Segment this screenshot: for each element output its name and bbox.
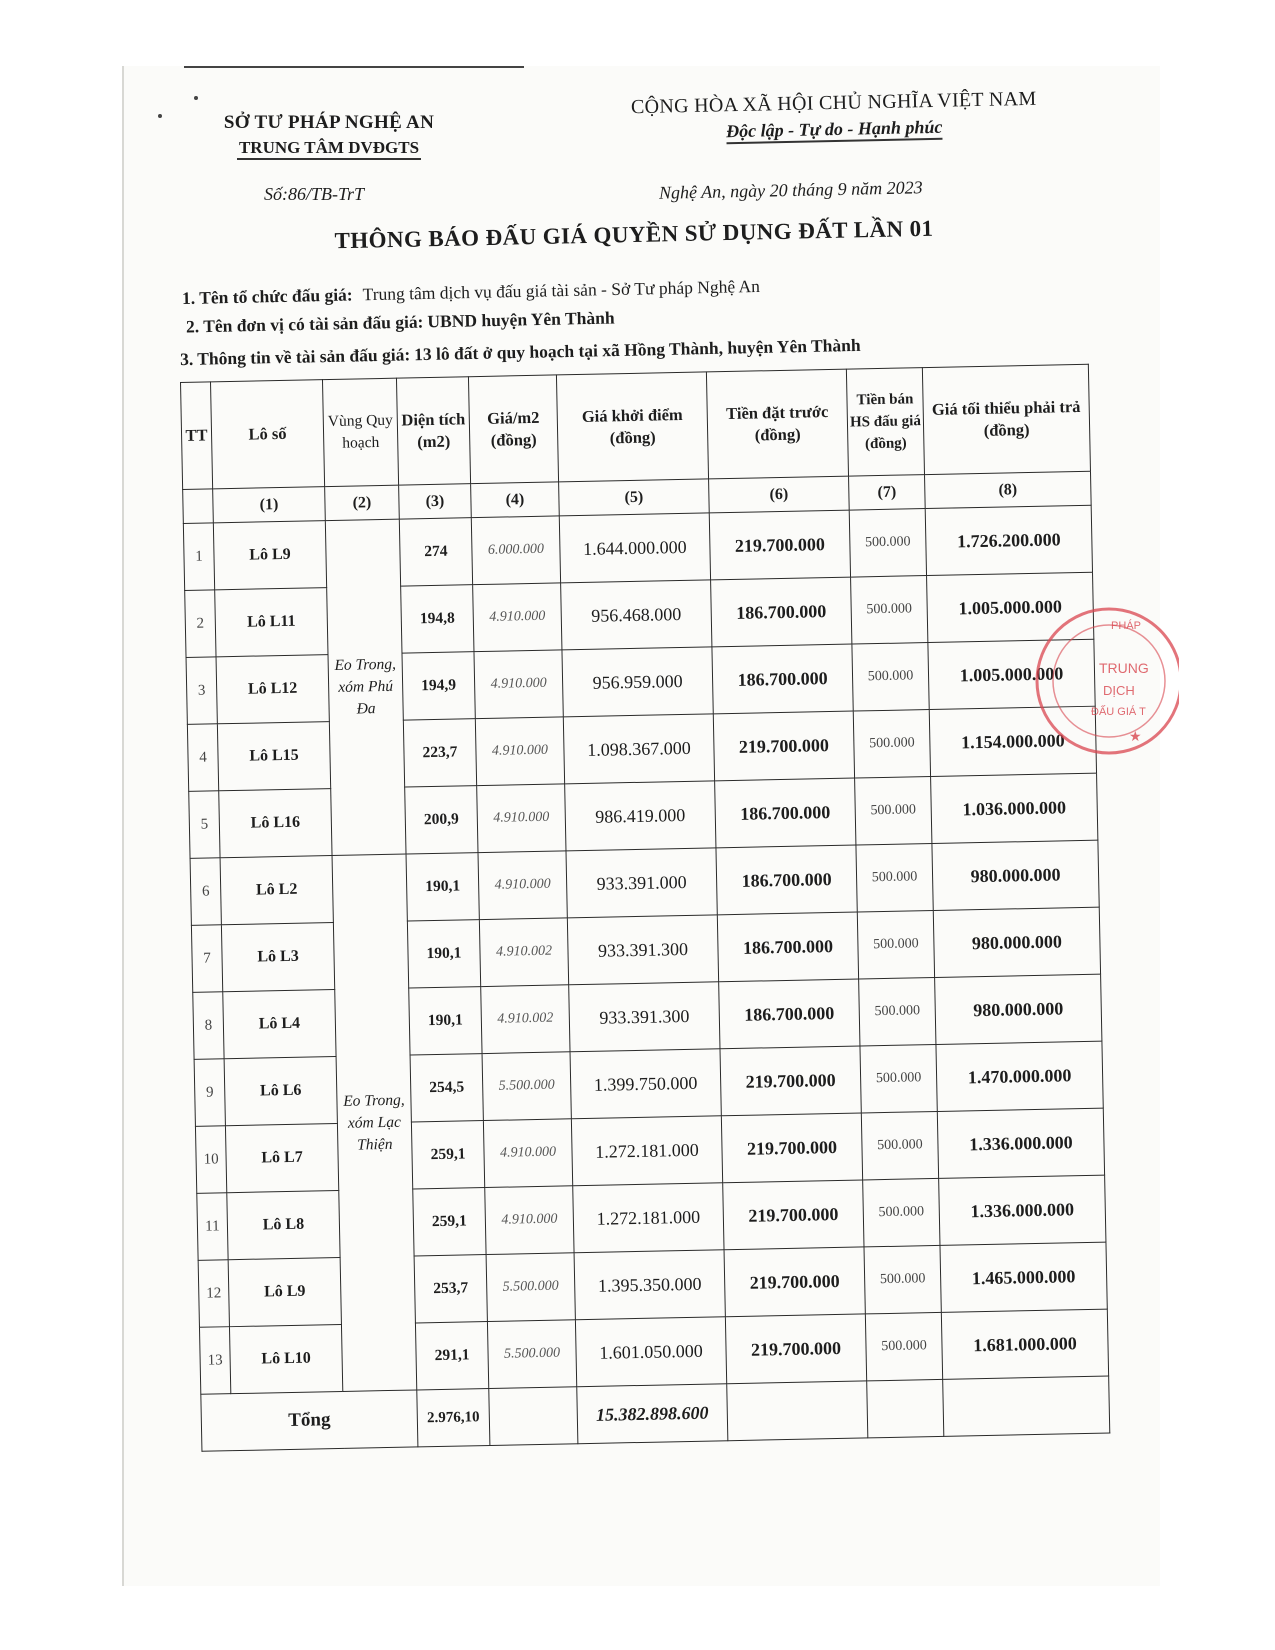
nation-name: CỘNG HÒA XÃ HỘI CHỦ NGHĨA VIỆT NAM: [630, 87, 1037, 119]
dossier-fee-cell: 500.000: [859, 977, 936, 1046]
deposit-cell: 186.700.000: [712, 644, 853, 714]
row-index: 10: [195, 1126, 226, 1194]
header-cell: Tiền đặt trước (đồng): [706, 369, 848, 479]
minimum-price-cell: 980.000.000: [933, 907, 1100, 977]
starting-price-cell: 1.644.000.000: [559, 513, 710, 583]
price-per-m2-cell: 4.910.000: [485, 1186, 574, 1255]
info-label: 3. Thông tin về tài sản đấu giá:: [179, 344, 411, 370]
header-cell: Diện tích (m2): [396, 377, 470, 485]
lot-number: Lô L8: [227, 1190, 340, 1259]
starting-price-cell: 1.395.350.000: [574, 1250, 725, 1320]
lot-number: Lô L15: [217, 722, 330, 791]
minimum-price-cell: 980.000.000: [932, 840, 1099, 910]
lot-number: Lô L6: [224, 1057, 337, 1126]
row-index: 6: [190, 858, 221, 926]
dossier-fee-cell: 500.000: [855, 777, 932, 846]
dossier-fee-cell: 500.000: [861, 1111, 938, 1180]
lot-number: Lô L9: [228, 1257, 341, 1326]
header-cell: Tiền bán HS đấu giá (đồng): [846, 368, 924, 477]
dossier-fee-cell: 500.000: [864, 1245, 941, 1314]
header-cell: Vùng Quy hoạch: [322, 378, 398, 486]
ink-speck: [194, 96, 198, 100]
minimum-price-cell: 1.465.000.000: [940, 1242, 1107, 1312]
starting-price-cell: 956.959.000: [562, 647, 713, 717]
info-line-2: [186, 308, 615, 338]
price-per-m2-cell: 4.910.000: [475, 717, 564, 786]
dossier-fee-cell: 500.000: [860, 1044, 937, 1113]
row-index: 7: [191, 925, 222, 993]
starting-price-cell: 1.098.367.000: [563, 714, 714, 784]
column-number: (5): [559, 479, 710, 516]
empty-cell: [489, 1387, 578, 1446]
seal-text: PHÁP: [1111, 620, 1141, 632]
deposit-cell: 186.700.000: [717, 912, 858, 982]
row-index: 2: [185, 590, 216, 658]
deposit-cell: 186.700.000: [711, 577, 852, 647]
seal-text: TRUNG: [1099, 660, 1149, 676]
row-index: 8: [193, 992, 224, 1060]
total-starting-price: 15.382.898.600: [577, 1384, 728, 1444]
column-number: (3): [399, 484, 472, 519]
row-index: 13: [199, 1327, 230, 1395]
info-value: 13 lô đất ở quy hoạch tại xã Hồng Thành, huyện Yên Thành: [413, 334, 861, 365]
starting-price-cell: 933.391.300: [567, 915, 718, 985]
column-number: [183, 489, 214, 524]
lot-number: Lô L16: [219, 789, 332, 858]
total-area: 2.976,10: [417, 1389, 490, 1447]
lot-number: Lô L2: [220, 856, 333, 925]
starting-price-cell: 933.391.300: [569, 982, 720, 1052]
lot-number: Lô L12: [216, 655, 329, 724]
starting-price-cell: 933.391.000: [566, 848, 717, 918]
minimum-price-cell: 1.681.000.000: [941, 1309, 1108, 1379]
starting-price-cell: 1.601.050.000: [575, 1317, 726, 1387]
price-per-m2-cell: 4.910.000: [477, 784, 566, 853]
column-number: (2): [325, 485, 400, 520]
area-cell: 259,1: [411, 1121, 484, 1189]
row-index: 4: [187, 724, 218, 792]
header-cell: Giá khởi điểm (đồng): [556, 372, 708, 482]
national-motto: Độc lập - Tự do - Hạnh phúc: [726, 117, 943, 145]
minimum-price-cell: 1.336.000.000: [937, 1108, 1104, 1178]
column-number: (8): [925, 471, 1092, 508]
info-value: UBND huyện Yên Thành: [427, 307, 615, 332]
document-page: [122, 66, 1160, 1586]
table-header-row: [181, 364, 1091, 489]
starting-price-cell: 986.419.000: [565, 781, 716, 851]
price-per-m2-cell: 4.910.000: [473, 583, 562, 652]
issuer-unit: TRUNG TÂM DVĐGTS: [237, 138, 421, 160]
column-number: (4): [471, 482, 560, 518]
deposit-cell: 219.700.000: [724, 1247, 865, 1317]
minimum-price-cell: 1.154.000.000: [929, 706, 1096, 776]
area-cell: 274: [399, 518, 472, 586]
star-icon: ★: [1129, 729, 1142, 745]
row-index: 9: [194, 1059, 225, 1127]
header-cell: Giá/m2 (đồng): [468, 375, 558, 484]
lot-number: Lô L3: [221, 923, 334, 992]
info-value: Trung tâm dịch vụ đấu giá tài sản - Sở Tư pháp Nghệ An: [362, 275, 761, 305]
date-line: Nghệ An, ngày 20 tháng 9 năm 2023: [658, 177, 923, 203]
price-per-m2-cell: 5.500.000: [486, 1253, 575, 1322]
document-number: Số:86/TB-TrT: [264, 184, 365, 204]
seal-text: ĐẤU GIÁ T: [1091, 706, 1146, 718]
area-cell: 254,5: [410, 1054, 483, 1122]
deposit-cell: 219.700.000: [720, 1046, 861, 1116]
price-per-m2-cell: 6.000.000: [471, 516, 560, 585]
auction-lots-table: [180, 364, 1110, 1452]
area-cell: 190,1: [406, 853, 479, 921]
price-per-m2-cell: 4.910.000: [483, 1119, 572, 1188]
minimum-price-cell: 1.005.000.000: [927, 572, 1094, 642]
zone-cell: Eo Trong, xóm Phú Đa: [325, 519, 406, 855]
lot-number: Lô L7: [225, 1123, 338, 1192]
info-label: 2. Tên đơn vị có tài sản đấu giá:: [185, 311, 424, 337]
info-label: 1. Tên tổ chức đấu giá:: [181, 284, 353, 309]
seal-inner-ring: [1053, 625, 1165, 737]
auction-table-wrapper: [180, 364, 1109, 1452]
deposit-cell: 219.700.000: [723, 1180, 864, 1250]
info-line-3: [180, 335, 861, 370]
empty-cell: [727, 1381, 868, 1441]
minimum-price-cell: 1.336.000.000: [939, 1175, 1106, 1245]
deposit-cell: 186.700.000: [719, 979, 860, 1049]
minimum-price-cell: 980.000.000: [935, 974, 1102, 1044]
ink-speck: [158, 114, 162, 118]
minimum-price-cell: 1.726.200.000: [925, 505, 1092, 575]
area-cell: 190,1: [409, 987, 482, 1055]
column-number: (1): [213, 487, 326, 523]
price-per-m2-cell: 4.910.000: [474, 650, 563, 719]
starting-price-cell: 1.272.181.000: [571, 1116, 722, 1186]
header-cell: Giá tối thiểu phải trả (đồng): [922, 364, 1090, 474]
lot-number: Lô L10: [229, 1324, 342, 1393]
dossier-fee-cell: 500.000: [851, 576, 928, 645]
area-cell: 194,8: [401, 585, 474, 653]
empty-cell: [943, 1376, 1110, 1436]
dossier-fee-cell: 500.000: [863, 1178, 940, 1247]
deposit-cell: 219.700.000: [713, 711, 854, 781]
row-index: 1: [183, 523, 214, 591]
deposit-cell: 219.700.000: [725, 1314, 866, 1384]
price-per-m2-cell: 5.500.000: [487, 1320, 576, 1389]
empty-cell: [867, 1379, 944, 1438]
deposit-cell: 186.700.000: [716, 845, 857, 915]
area-cell: 291,1: [415, 1322, 488, 1390]
minimum-price-cell: 1.036.000.000: [931, 773, 1098, 843]
header-cell: TT: [181, 382, 213, 490]
price-per-m2-cell: 4.910.002: [481, 985, 570, 1054]
starting-price-cell: 956.468.000: [561, 580, 712, 650]
red-seal-stamp: [1019, 601, 1179, 761]
deposit-cell: 186.700.000: [715, 778, 856, 848]
price-per-m2-cell: 5.500.000: [482, 1052, 571, 1121]
row-index: 12: [198, 1260, 229, 1328]
row-index: 11: [197, 1193, 228, 1261]
price-per-m2-cell: 4.910.002: [479, 918, 568, 987]
area-cell: 190,1: [407, 920, 480, 988]
minimum-price-cell: 1.470.000.000: [936, 1041, 1103, 1111]
area-cell: 223,7: [403, 719, 476, 787]
issuer-block: [184, 112, 474, 160]
lot-number: Lô L9: [213, 521, 326, 590]
area-cell: 259,1: [413, 1188, 486, 1256]
starting-price-cell: 1.399.750.000: [570, 1049, 721, 1119]
dossier-fee-cell: 500.000: [849, 509, 926, 578]
deposit-cell: 219.700.000: [709, 510, 850, 580]
top-rule: [184, 66, 524, 68]
row-index: 5: [189, 791, 220, 859]
lot-number: Lô L11: [215, 588, 328, 657]
zone-cell: Eo Trong, xóm Lạc Thiện: [332, 854, 417, 1391]
header-cell: Lô số: [211, 380, 325, 489]
issuer-parent: SỞ TƯ PHÁP NGHỆ AN: [223, 112, 435, 133]
column-number: (6): [709, 476, 850, 513]
price-per-m2-cell: 4.910.000: [478, 851, 567, 920]
minimum-price-cell: 1.005.000.000: [928, 639, 1095, 709]
area-cell: 200,9: [405, 786, 478, 854]
document-title: THÔNG BÁO ĐẤU GIÁ QUYỀN SỬ DỤNG ĐẤT LẦN 01: [334, 215, 934, 254]
dossier-fee-cell: 500.000: [856, 844, 933, 913]
lot-number: Lô L4: [223, 990, 336, 1059]
dossier-fee-cell: 500.000: [853, 710, 930, 779]
total-label: Tổng: [201, 1390, 418, 1451]
dossier-fee-cell: 500.000: [865, 1312, 942, 1381]
starting-price-cell: 1.272.181.000: [573, 1183, 724, 1253]
area-cell: 194,9: [402, 652, 475, 720]
row-index: 3: [186, 657, 217, 725]
national-heading: [554, 86, 1115, 148]
seal-text: DỊCH: [1103, 683, 1135, 698]
dossier-fee-cell: 500.000: [852, 643, 929, 712]
seal-outer-ring: [1037, 609, 1179, 753]
area-cell: 253,7: [414, 1255, 487, 1323]
info-line-1: [182, 276, 760, 309]
dossier-fee-cell: 500.000: [857, 910, 934, 979]
column-number: (7): [849, 475, 926, 511]
deposit-cell: 219.700.000: [721, 1113, 862, 1183]
